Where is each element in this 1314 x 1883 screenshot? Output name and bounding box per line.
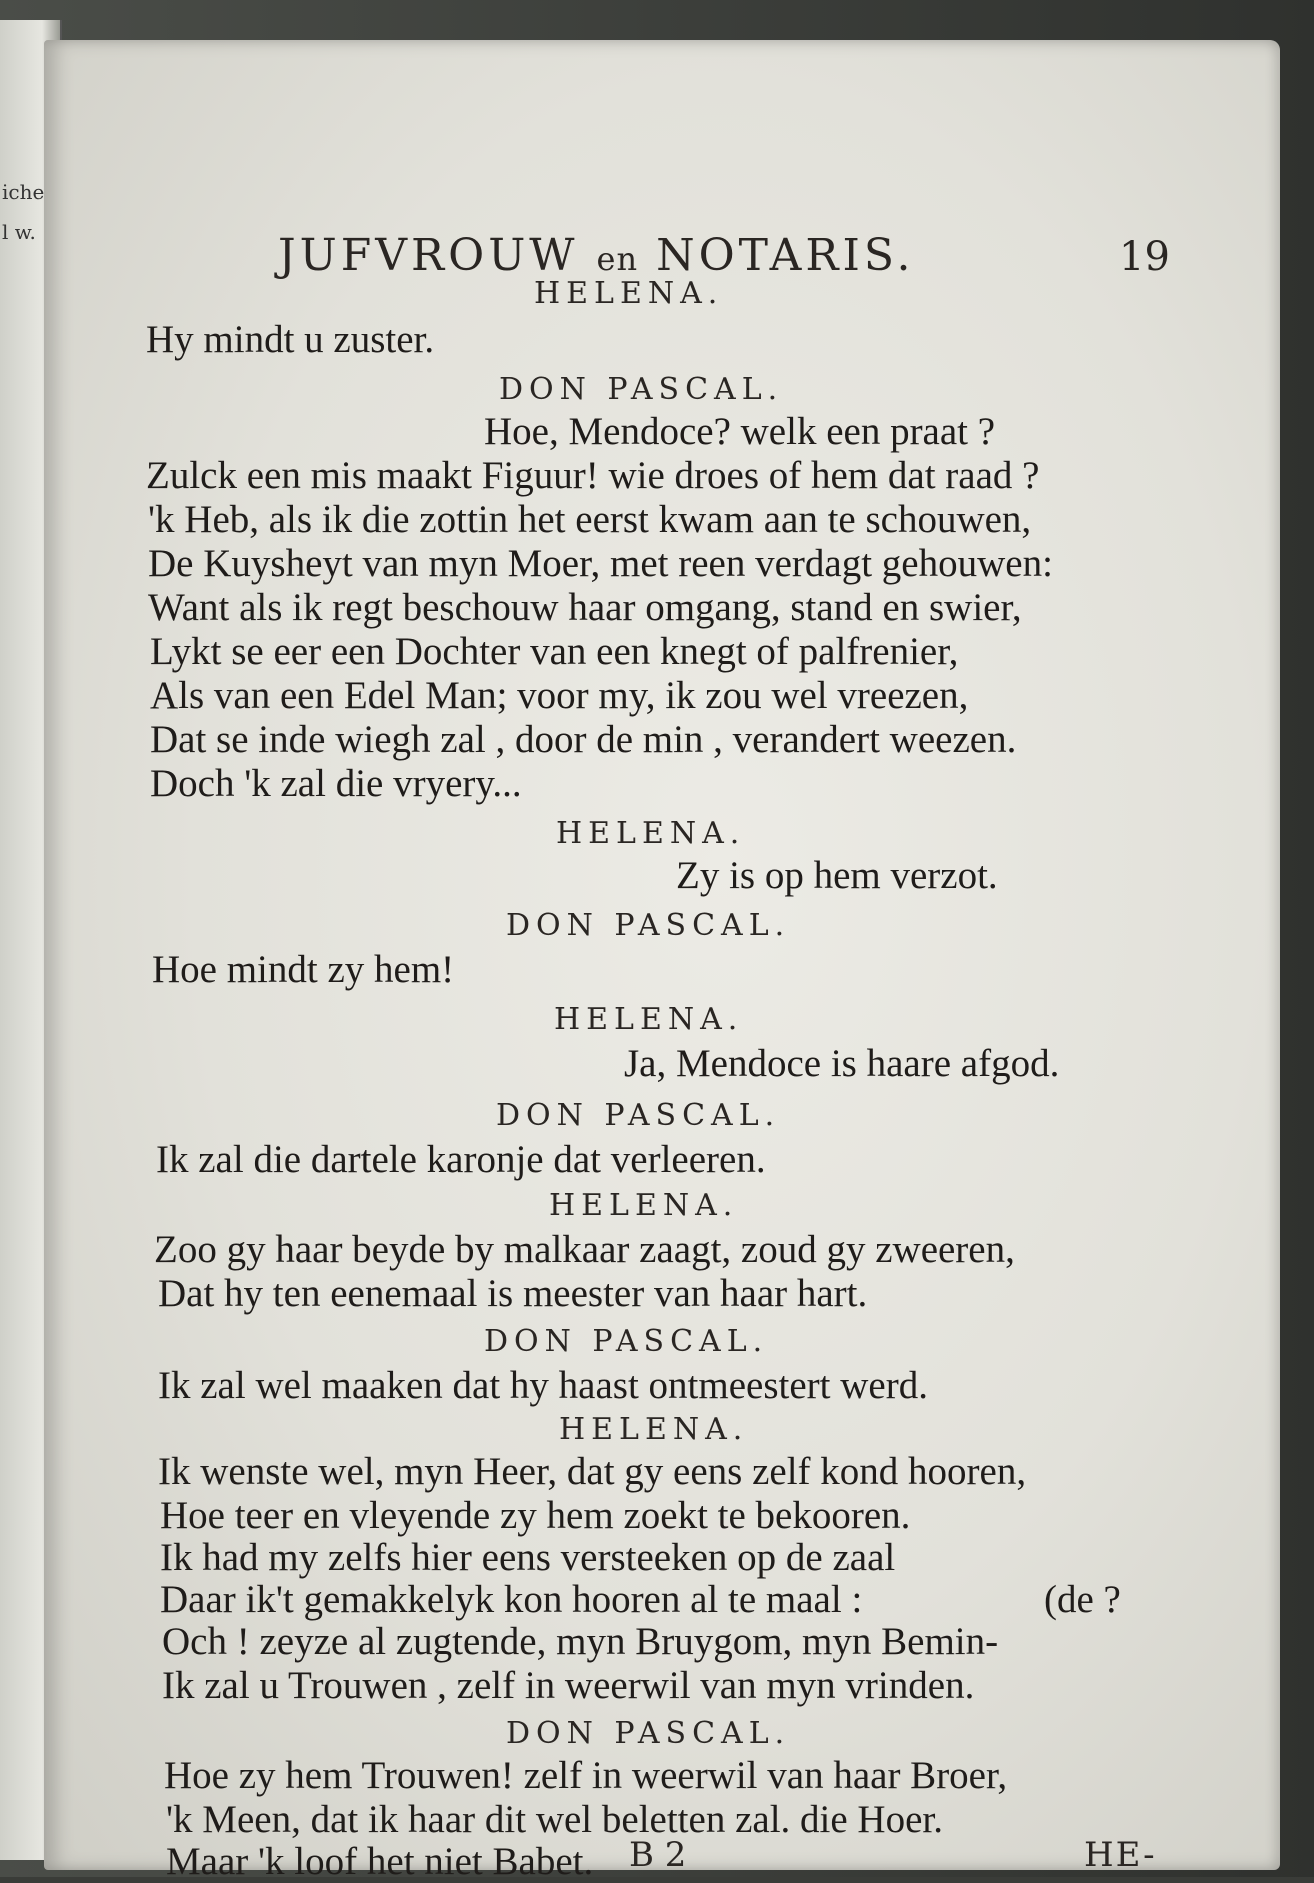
verse-line: Lykt se eer een Dochter van een knegt of palfrenier, (150, 630, 959, 673)
facing-page-fragment: l w. (2, 220, 36, 244)
verse-line: Doch 'k zal die vryery... (150, 762, 522, 805)
verse-line: Hy mindt u zuster. (146, 318, 435, 361)
page-header (44, 230, 1280, 280)
running-title-part-2: NOTARIS. (656, 230, 915, 281)
speaker-heading: HELENA. (549, 1188, 739, 1223)
running-title-conjunction: en (596, 240, 639, 278)
speaker-heading: DON PASCAL. (506, 1716, 791, 1751)
verse-line: Dat se inde wiegh zal , door de min , verandert weezen. (150, 718, 1017, 761)
signature-mark: B 2 (629, 1835, 687, 1875)
page-number: 19 (1119, 234, 1170, 280)
verse-line: Hoe zy hem Trouwen! zelf in weerwil van haar Broer, (164, 1754, 1008, 1797)
verse-line: Ik zal u Trouwen , zelf in weerwil van myn vrinden. (162, 1664, 975, 1707)
catchword: HE- (1084, 1835, 1157, 1875)
verse-line: Want als ik regt beschouw haar omgang, stand en swier, (148, 586, 1022, 629)
verse-line: Maar 'k loof het niet Babet. (166, 1840, 594, 1883)
speaker-heading: DON PASCAL. (506, 908, 791, 943)
verse-line: 'k Meen, dat ik haar dit wel beletten zal. die Hoer. (166, 1798, 943, 1841)
running-title (278, 230, 914, 281)
verse-line: Ik zal wel maaken dat hy haast ontmeestert werd. (158, 1364, 928, 1407)
speaker-heading: HELENA. (556, 816, 746, 851)
verse-line: Als van een Edel Man; voor my, ik zou wel vreezen, (150, 674, 969, 717)
verse-line: 'k Heb, als ik die zottin het eerst kwam aan te schouwen, (148, 498, 1032, 541)
speaker-heading: DON PASCAL. (496, 1098, 781, 1133)
verse-line: Dat hy ten eenemaal is meester van haar hart. (158, 1272, 868, 1315)
verse-line: Och ! zeyze al zugtende, myn Bruygom, myn Bemin- (162, 1620, 999, 1663)
speaker-heading: DON PASCAL. (484, 1324, 769, 1359)
verse-line: De Kuysheyt van myn Moer, met reen verdagt gehouwen: (148, 542, 1053, 585)
speaker-heading: HELENA. (534, 276, 724, 311)
verse-line: Ja, Mendoce is haare afgod. (624, 1042, 1060, 1085)
speaker-heading: HELENA. (559, 1412, 749, 1447)
verse-line: Daar ik't gemakkelyk kon hooren al te maal : (160, 1578, 863, 1621)
facing-page-fragment: iche (2, 180, 45, 204)
verse-line: Hoe, Mendoce? welk een praat ? (484, 410, 996, 453)
book-page (44, 40, 1280, 1883)
verse-line: Zy is op hem verzot. (676, 854, 998, 897)
verse-line: Ik had my zelfs hier eens versteeken op de zaal (160, 1536, 896, 1579)
speaker-heading: DON PASCAL. (499, 372, 784, 407)
verse-line: Ik zal die dartele karonje dat verleeren. (156, 1138, 766, 1181)
speaker-heading: HELENA. (554, 1002, 744, 1037)
verse-line: Ik wenste wel, myn Heer, dat gy eens zelf kond hooren, (158, 1450, 1027, 1493)
verse-line: Hoe mindt zy hem! (152, 948, 455, 991)
verse-turnover: (de ? (1044, 1578, 1121, 1621)
verse-line: Hoe teer en vleyende zy hem zoekt te bekooren. (160, 1494, 911, 1537)
verse-line: Zulck een mis maakt Figuur! wie droes of hem dat raad ? (146, 454, 1040, 497)
running-title-part-1: JUFVROUW (278, 230, 579, 281)
verse-line: Zoo gy haar beyde by malkaar zaagt, zoud gy zweeren, (154, 1228, 1015, 1271)
